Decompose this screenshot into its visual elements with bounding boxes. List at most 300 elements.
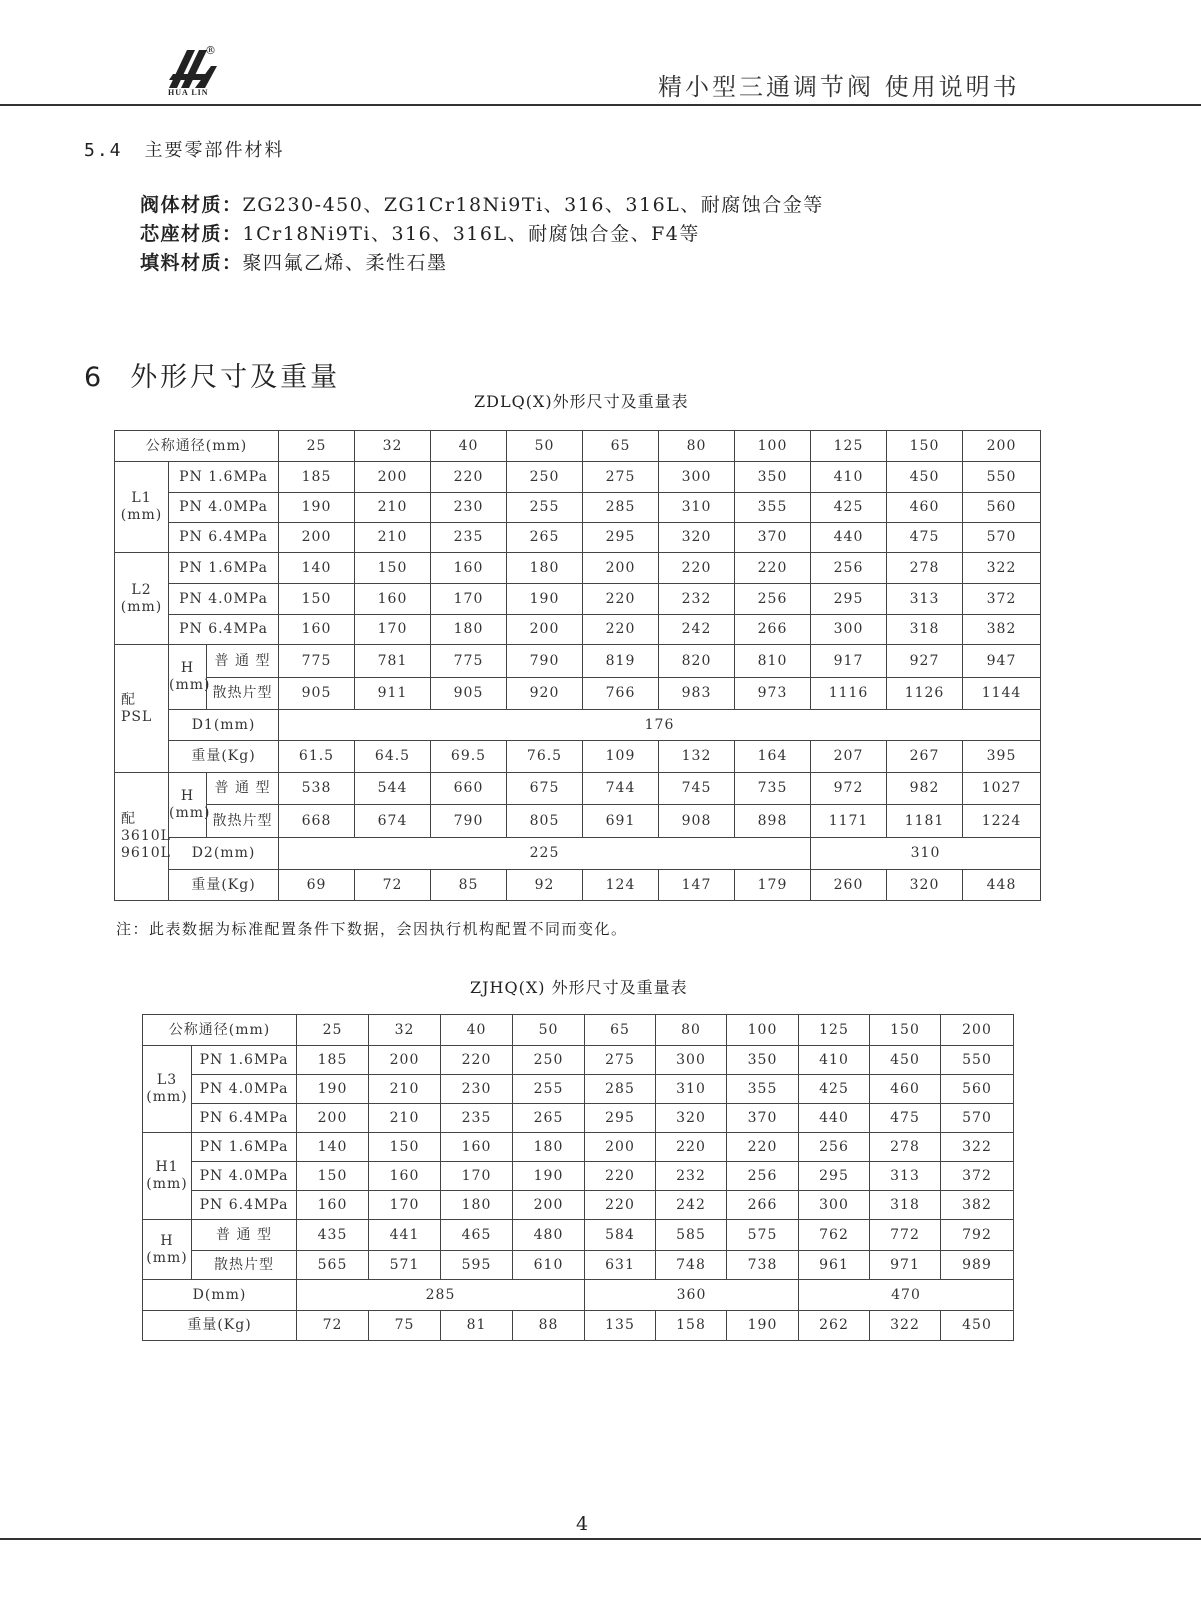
dn-cell: 50 xyxy=(513,1015,585,1046)
value-cell: 989 xyxy=(941,1251,1014,1280)
value-cell: 905 xyxy=(431,678,507,710)
dn-cell: 32 xyxy=(369,1015,441,1046)
group-label-l1: L1 (mm) xyxy=(115,462,169,553)
value-cell: 170 xyxy=(431,584,507,615)
value-cell: 61.5 xyxy=(279,741,355,773)
value-cell: 266 xyxy=(735,615,811,645)
value-cell: 300 xyxy=(659,462,735,493)
value-cell: 570 xyxy=(963,523,1041,553)
table-row xyxy=(143,1133,1014,1162)
value-cell: 370 xyxy=(727,1104,799,1133)
type-label: 散热片型 xyxy=(207,805,279,838)
value-cell: 278 xyxy=(870,1133,941,1162)
pn-label: PN 1.6MPa xyxy=(192,1133,297,1162)
value-cell: 140 xyxy=(279,553,355,584)
value-cell: 982 xyxy=(887,773,963,805)
value-cell: 898 xyxy=(735,805,811,838)
value-cell: 210 xyxy=(369,1075,441,1104)
value-cell: 313 xyxy=(870,1162,941,1191)
value-cell: 790 xyxy=(431,805,507,838)
zdlq-dimension-table xyxy=(114,430,1041,901)
value-cell: 570 xyxy=(941,1104,1014,1133)
value-cell: 200 xyxy=(297,1104,369,1133)
type-label: 散热片型 xyxy=(207,678,279,710)
value-cell: 124 xyxy=(583,870,659,901)
value-cell: 425 xyxy=(811,493,887,523)
value-cell: 135 xyxy=(585,1311,656,1341)
table-row xyxy=(115,710,1041,741)
value-cell: 382 xyxy=(963,615,1041,645)
value-cell: 762 xyxy=(799,1220,870,1251)
value-cell: 72 xyxy=(355,870,431,901)
material-label: 阀体材质： xyxy=(140,194,243,216)
value-cell: 85 xyxy=(431,870,507,901)
value-cell: 691 xyxy=(583,805,659,838)
value-cell: 295 xyxy=(583,523,659,553)
dn-cell: 200 xyxy=(941,1015,1014,1046)
value-cell: 256 xyxy=(735,584,811,615)
value-cell: 1171 xyxy=(811,805,887,838)
value-cell: 738 xyxy=(727,1251,799,1280)
value-cell: 179 xyxy=(735,870,811,901)
value-cell: 256 xyxy=(799,1133,870,1162)
table-row xyxy=(143,1075,1014,1104)
value-cell: 180 xyxy=(513,1133,585,1162)
value-cell: 180 xyxy=(431,615,507,645)
dn-cell: 25 xyxy=(279,431,355,462)
dn-cell: 200 xyxy=(963,431,1041,462)
weight-label: 重量(Kg) xyxy=(143,1311,297,1341)
value-cell: 160 xyxy=(369,1162,441,1191)
material-value: 聚四氟乙烯、柔性石墨 xyxy=(242,252,448,274)
value-cell: 550 xyxy=(963,462,1041,493)
value-cell: 584 xyxy=(585,1220,656,1251)
value-cell: 210 xyxy=(355,493,431,523)
group-label-psl: 配 PSL xyxy=(115,645,169,773)
value-cell: 220 xyxy=(583,584,659,615)
document-title: 精小型三通调节阀 使用说明书 xyxy=(658,73,1020,101)
value-cell: 220 xyxy=(431,462,507,493)
value-cell: 775 xyxy=(431,645,507,678)
dn-cell: 150 xyxy=(870,1015,941,1046)
value-cell: 660 xyxy=(431,773,507,805)
value-cell: 200 xyxy=(507,615,583,645)
value-cell: 350 xyxy=(727,1046,799,1075)
table-row xyxy=(115,741,1041,773)
value-cell: 88 xyxy=(513,1311,585,1341)
material-value: 1Cr18Ni9Ti、316、316L、耐腐蚀合金、F4等 xyxy=(242,223,700,245)
d-value: 470 xyxy=(799,1280,1014,1311)
value-cell: 355 xyxy=(735,493,811,523)
value-cell: 220 xyxy=(727,1133,799,1162)
pn-label: PN 4.0MPa xyxy=(192,1162,297,1191)
value-cell: 675 xyxy=(507,773,583,805)
value-cell: 1126 xyxy=(887,678,963,710)
dn-cell: 40 xyxy=(431,431,507,462)
value-cell: 190 xyxy=(507,584,583,615)
d1-label: D1(mm) xyxy=(169,710,279,741)
value-cell: 220 xyxy=(585,1191,656,1220)
value-cell: 320 xyxy=(887,870,963,901)
value-cell: 256 xyxy=(811,553,887,584)
value-cell: 266 xyxy=(727,1191,799,1220)
value-cell: 1224 xyxy=(963,805,1041,838)
value-cell: 372 xyxy=(941,1162,1014,1191)
value-cell: 475 xyxy=(870,1104,941,1133)
pn-label: PN 6.4MPa xyxy=(169,523,279,553)
value-cell: 220 xyxy=(656,1133,727,1162)
value-cell: 674 xyxy=(355,805,431,838)
value-cell: 382 xyxy=(941,1191,1014,1220)
value-cell: 235 xyxy=(431,523,507,553)
value-cell: 595 xyxy=(441,1251,513,1280)
value-cell: 320 xyxy=(659,523,735,553)
value-cell: 200 xyxy=(585,1133,656,1162)
value-cell: 735 xyxy=(735,773,811,805)
value-cell: 267 xyxy=(887,741,963,773)
group-label-h: H (mm) xyxy=(143,1220,192,1280)
dn-cell: 80 xyxy=(659,431,735,462)
h-label: H (mm) xyxy=(169,645,207,710)
dn-cell: 32 xyxy=(355,431,431,462)
value-cell: 318 xyxy=(870,1191,941,1220)
value-cell: 210 xyxy=(355,523,431,553)
pn-label: PN 1.6MPa xyxy=(192,1046,297,1075)
value-cell: 150 xyxy=(279,584,355,615)
value-cell: 565 xyxy=(297,1251,369,1280)
table-row xyxy=(143,1104,1014,1133)
value-cell: 160 xyxy=(441,1133,513,1162)
value-cell: 745 xyxy=(659,773,735,805)
value-cell: 550 xyxy=(941,1046,1014,1075)
table-row xyxy=(143,1046,1014,1075)
value-cell: 164 xyxy=(735,741,811,773)
value-cell: 395 xyxy=(963,741,1041,773)
weight-label: 重量(Kg) xyxy=(169,870,279,901)
group-label-h1: H1 (mm) xyxy=(143,1133,192,1220)
value-cell: 275 xyxy=(583,462,659,493)
table-row xyxy=(143,1280,1014,1311)
value-cell: 190 xyxy=(513,1162,585,1191)
material-label: 填料材质： xyxy=(140,252,243,274)
value-cell: 810 xyxy=(735,645,811,678)
value-cell: 200 xyxy=(513,1191,585,1220)
value-cell: 109 xyxy=(583,741,659,773)
value-cell: 92 xyxy=(507,870,583,901)
value-cell: 180 xyxy=(507,553,583,584)
table-row xyxy=(143,1251,1014,1280)
pn-label: PN 1.6MPa xyxy=(169,553,279,584)
value-cell: 256 xyxy=(727,1162,799,1191)
footer-divider xyxy=(0,1538,1201,1540)
table-header-row xyxy=(143,1015,1014,1046)
table-row xyxy=(143,1311,1014,1341)
value-cell: 585 xyxy=(656,1220,727,1251)
value-cell: 668 xyxy=(279,805,355,838)
value-cell: 450 xyxy=(887,462,963,493)
pn-label: PN 6.4MPa xyxy=(192,1104,297,1133)
value-cell: 250 xyxy=(507,462,583,493)
value-cell: 440 xyxy=(799,1104,870,1133)
value-cell: 278 xyxy=(887,553,963,584)
value-cell: 961 xyxy=(799,1251,870,1280)
value-cell: 220 xyxy=(583,615,659,645)
value-cell: 265 xyxy=(513,1104,585,1133)
value-cell: 355 xyxy=(727,1075,799,1104)
d1-value: 176 xyxy=(279,710,1041,741)
value-cell: 1027 xyxy=(963,773,1041,805)
value-cell: 242 xyxy=(659,615,735,645)
value-cell: 370 xyxy=(735,523,811,553)
value-cell: 260 xyxy=(811,870,887,901)
value-cell: 450 xyxy=(870,1046,941,1075)
value-cell: 200 xyxy=(583,553,659,584)
value-cell: 232 xyxy=(659,584,735,615)
value-cell: 160 xyxy=(355,584,431,615)
value-cell: 220 xyxy=(659,553,735,584)
value-cell: 72 xyxy=(297,1311,369,1341)
dn-cell: 40 xyxy=(441,1015,513,1046)
value-cell: 285 xyxy=(583,493,659,523)
value-cell: 242 xyxy=(656,1191,727,1220)
value-cell: 465 xyxy=(441,1220,513,1251)
value-cell: 820 xyxy=(659,645,735,678)
type-label: 普 通 型 xyxy=(192,1220,297,1251)
value-cell: 920 xyxy=(507,678,583,710)
value-cell: 775 xyxy=(279,645,355,678)
value-cell: 973 xyxy=(735,678,811,710)
group-label-l2: L2 (mm) xyxy=(115,553,169,645)
value-cell: 744 xyxy=(583,773,659,805)
value-cell: 560 xyxy=(941,1075,1014,1104)
value-cell: 790 xyxy=(507,645,583,678)
material-line-packing xyxy=(140,248,448,275)
table-row xyxy=(115,553,1041,584)
table-row xyxy=(143,1162,1014,1191)
pn-label: PN 4.0MPa xyxy=(169,584,279,615)
table-row xyxy=(115,615,1041,645)
table-row xyxy=(143,1191,1014,1220)
value-cell: 170 xyxy=(369,1191,441,1220)
value-cell: 908 xyxy=(659,805,735,838)
value-cell: 318 xyxy=(887,615,963,645)
value-cell: 170 xyxy=(441,1162,513,1191)
value-cell: 350 xyxy=(735,462,811,493)
table-row xyxy=(143,1220,1014,1251)
weight-label: 重量(Kg) xyxy=(169,741,279,773)
dn-cell: 25 xyxy=(297,1015,369,1046)
value-cell: 983 xyxy=(659,678,735,710)
value-cell: 792 xyxy=(941,1220,1014,1251)
d-value: 285 xyxy=(297,1280,585,1311)
value-cell: 927 xyxy=(887,645,963,678)
d2-value: 225 xyxy=(279,838,811,870)
group-label-3610l: 配 3610L 9610L xyxy=(115,773,169,901)
dn-cell: 65 xyxy=(583,431,659,462)
section-number: 5.4 xyxy=(84,140,123,161)
value-cell: 150 xyxy=(369,1133,441,1162)
value-cell: 255 xyxy=(507,493,583,523)
value-cell: 1116 xyxy=(811,678,887,710)
value-cell: 150 xyxy=(355,553,431,584)
value-cell: 772 xyxy=(870,1220,941,1251)
value-cell: 905 xyxy=(279,678,355,710)
value-cell: 262 xyxy=(799,1311,870,1341)
dn-cell: 150 xyxy=(887,431,963,462)
pn-label: PN 6.4MPa xyxy=(192,1191,297,1220)
pn-label: PN 4.0MPa xyxy=(192,1075,297,1104)
value-cell: 76.5 xyxy=(507,741,583,773)
value-cell: 220 xyxy=(441,1046,513,1075)
group-label-l3: L3 (mm) xyxy=(143,1046,192,1133)
material-label: 芯座材质： xyxy=(140,223,243,245)
value-cell: 571 xyxy=(369,1251,441,1280)
value-cell: 150 xyxy=(297,1162,369,1191)
value-cell: 300 xyxy=(799,1191,870,1220)
dn-cell: 65 xyxy=(585,1015,656,1046)
value-cell: 911 xyxy=(355,678,431,710)
registered-mark: ® xyxy=(205,44,216,57)
value-cell: 235 xyxy=(441,1104,513,1133)
value-cell: 185 xyxy=(279,462,355,493)
value-cell: 220 xyxy=(735,553,811,584)
table-row xyxy=(115,805,1041,838)
d-label: D(mm) xyxy=(143,1280,297,1311)
dn-cell: 100 xyxy=(727,1015,799,1046)
table-row xyxy=(115,645,1041,678)
type-label: 散热片型 xyxy=(192,1251,297,1280)
section-number: 6 xyxy=(84,362,105,393)
dn-cell: 125 xyxy=(811,431,887,462)
table-row xyxy=(115,523,1041,553)
value-cell: 300 xyxy=(656,1046,727,1075)
section-title: 外形尺寸及重量 xyxy=(130,362,341,393)
value-cell: 160 xyxy=(431,553,507,584)
pn-label: PN 4.0MPa xyxy=(169,493,279,523)
value-cell: 819 xyxy=(583,645,659,678)
d2-value: 310 xyxy=(811,838,1041,870)
value-cell: 410 xyxy=(811,462,887,493)
value-cell: 320 xyxy=(656,1104,727,1133)
value-cell: 207 xyxy=(811,741,887,773)
value-cell: 480 xyxy=(513,1220,585,1251)
value-cell: 275 xyxy=(585,1046,656,1075)
value-cell: 538 xyxy=(279,773,355,805)
table-row xyxy=(115,838,1041,870)
table-row xyxy=(115,584,1041,615)
value-cell: 460 xyxy=(870,1075,941,1104)
value-cell: 295 xyxy=(799,1162,870,1191)
table-note: 注：此表数据为标准配置条件下数据，会因执行机构配置不同而变化。 xyxy=(116,920,628,938)
header-label: 公称通径(mm) xyxy=(115,431,279,462)
value-cell: 917 xyxy=(811,645,887,678)
section-title: 主要零部件材料 xyxy=(144,140,285,161)
value-cell: 631 xyxy=(585,1251,656,1280)
value-cell: 475 xyxy=(887,523,963,553)
value-cell: 310 xyxy=(659,493,735,523)
value-cell: 448 xyxy=(963,870,1041,901)
value-cell: 560 xyxy=(963,493,1041,523)
header-divider xyxy=(0,104,1201,106)
value-cell: 300 xyxy=(811,615,887,645)
value-cell: 220 xyxy=(585,1162,656,1191)
value-cell: 441 xyxy=(369,1220,441,1251)
table-row xyxy=(115,870,1041,901)
value-cell: 295 xyxy=(585,1104,656,1133)
value-cell: 190 xyxy=(297,1075,369,1104)
value-cell: 250 xyxy=(513,1046,585,1075)
value-cell: 322 xyxy=(870,1311,941,1341)
pn-label: PN 6.4MPa xyxy=(169,615,279,645)
value-cell: 64.5 xyxy=(355,741,431,773)
material-line-body xyxy=(140,190,824,217)
value-cell: 147 xyxy=(659,870,735,901)
value-cell: 190 xyxy=(727,1311,799,1341)
value-cell: 322 xyxy=(941,1133,1014,1162)
section-5-4-heading xyxy=(84,136,285,162)
dn-cell: 50 xyxy=(507,431,583,462)
value-cell: 158 xyxy=(656,1311,727,1341)
value-cell: 610 xyxy=(513,1251,585,1280)
dn-cell: 100 xyxy=(735,431,811,462)
value-cell: 575 xyxy=(727,1220,799,1251)
type-label: 普 通 型 xyxy=(207,773,279,805)
value-cell: 425 xyxy=(799,1075,870,1104)
value-cell: 313 xyxy=(887,584,963,615)
table-row xyxy=(115,773,1041,805)
dn-cell: 80 xyxy=(656,1015,727,1046)
value-cell: 1144 xyxy=(963,678,1041,710)
value-cell: 372 xyxy=(963,584,1041,615)
value-cell: 410 xyxy=(799,1046,870,1075)
value-cell: 200 xyxy=(369,1046,441,1075)
value-cell: 170 xyxy=(355,615,431,645)
value-cell: 450 xyxy=(941,1311,1014,1341)
value-cell: 255 xyxy=(513,1075,585,1104)
value-cell: 81 xyxy=(441,1311,513,1341)
d-value: 360 xyxy=(585,1280,799,1311)
material-line-core-seat xyxy=(140,219,700,246)
value-cell: 440 xyxy=(811,523,887,553)
value-cell: 190 xyxy=(279,493,355,523)
value-cell: 435 xyxy=(297,1220,369,1251)
material-value: ZG230-450、ZG1Cr18Ni9Ti、316、316L、耐腐蚀合金等 xyxy=(242,194,824,216)
value-cell: 230 xyxy=(431,493,507,523)
value-cell: 1181 xyxy=(887,805,963,838)
value-cell: 544 xyxy=(355,773,431,805)
page-number: 4 xyxy=(576,1513,589,1535)
value-cell: 781 xyxy=(355,645,431,678)
value-cell: 265 xyxy=(507,523,583,553)
type-label: 普 通 型 xyxy=(207,645,279,678)
table-row xyxy=(115,462,1041,493)
section-6-heading xyxy=(84,355,340,394)
value-cell: 180 xyxy=(441,1191,513,1220)
value-cell: 160 xyxy=(279,615,355,645)
value-cell: 69.5 xyxy=(431,741,507,773)
table2-caption: ZJHQ(X) 外形尺寸及重量表 xyxy=(470,978,688,997)
value-cell: 310 xyxy=(656,1075,727,1104)
logo-text: HUA LIN xyxy=(168,88,209,97)
pn-label: PN 1.6MPa xyxy=(169,462,279,493)
table-header-row xyxy=(115,431,1041,462)
value-cell: 230 xyxy=(441,1075,513,1104)
value-cell: 972 xyxy=(811,773,887,805)
value-cell: 947 xyxy=(963,645,1041,678)
value-cell: 69 xyxy=(279,870,355,901)
value-cell: 285 xyxy=(585,1075,656,1104)
value-cell: 322 xyxy=(963,553,1041,584)
